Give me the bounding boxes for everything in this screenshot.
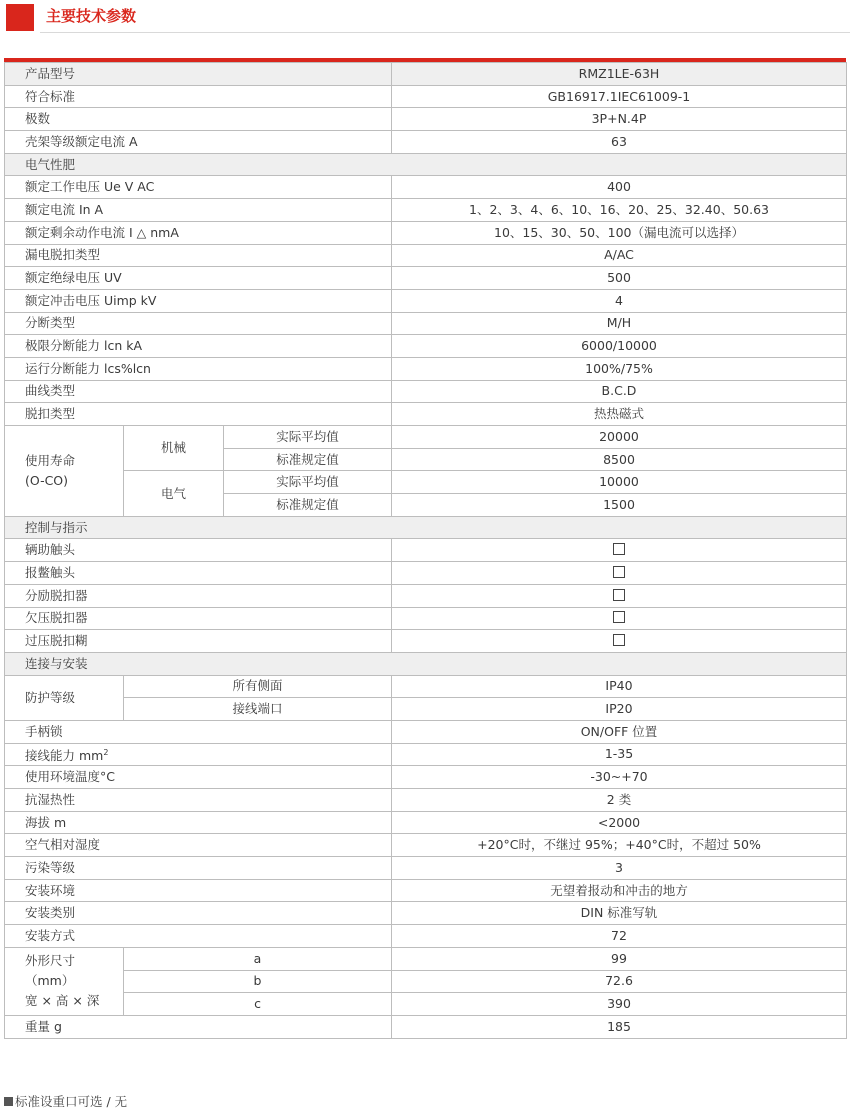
table-row	[5, 176, 847, 199]
table-row	[5, 902, 847, 925]
section-row	[5, 153, 847, 176]
section-label: 控制与指示	[5, 516, 847, 539]
row-value: 99	[392, 947, 847, 970]
table-row	[5, 1015, 847, 1038]
section-label: 连接与安装	[5, 652, 847, 675]
table-row	[5, 562, 847, 585]
section-row	[5, 516, 847, 539]
row-value: 热热磁式	[392, 403, 847, 426]
table-row	[5, 471, 847, 494]
row-label: 漏电脱扣类型	[5, 244, 392, 267]
row-value: 72	[392, 925, 847, 948]
table-row	[5, 879, 847, 902]
row-value: 6000/10000	[392, 335, 847, 358]
section-row	[5, 652, 847, 675]
row-label: 安装方式	[5, 925, 392, 948]
row-value: 20000	[392, 426, 847, 449]
row-label: 污染等级	[5, 857, 392, 880]
table-row	[5, 720, 847, 743]
row-value: 500	[392, 267, 847, 290]
checkbox-icon	[613, 634, 625, 646]
protection-sub-label: 接线端口	[124, 698, 392, 721]
row-value: 63	[392, 131, 847, 154]
dimensions-label	[5, 947, 124, 1015]
life-label-line1: 使用寿命	[25, 452, 76, 468]
row-value: 3	[392, 857, 847, 880]
dimension-sub-label: c	[124, 993, 392, 1016]
row-value: 8500	[392, 448, 847, 471]
table-row	[5, 857, 847, 880]
row-value	[392, 584, 847, 607]
checkbox-icon	[613, 543, 625, 555]
row-value: B.C.D	[392, 380, 847, 403]
row-label: 符合标准	[5, 85, 392, 108]
row-label: 运行分断能力 lcs%lcn	[5, 357, 392, 380]
protection-label: 防护等级	[5, 675, 124, 720]
table-row	[5, 108, 847, 131]
row-value: 3P+N.4P	[392, 108, 847, 131]
row-value	[392, 539, 847, 562]
row-value: M/H	[392, 312, 847, 335]
row-value: 185	[392, 1015, 847, 1038]
dimensions-label-line1: 外形尺寸	[25, 953, 76, 969]
row-value: 390	[392, 993, 847, 1016]
life-sub-label: 标准规定值	[224, 494, 392, 517]
row-value: IP20	[392, 698, 847, 721]
row-value	[392, 607, 847, 630]
header-divider	[40, 32, 850, 33]
checkbox-icon	[613, 566, 625, 578]
table-row	[5, 743, 847, 766]
protection-sub-label: 所有侧面	[124, 675, 392, 698]
row-value	[392, 562, 847, 585]
row-label: 空气相对湿度	[5, 834, 392, 857]
dimensions-label-line3: 宽 × 高 × 深	[25, 993, 100, 1009]
life-sub-label: 标准规定值	[224, 448, 392, 471]
row-label: 安装类别	[5, 902, 392, 925]
table-row	[5, 834, 847, 857]
row-value: 2 类	[392, 789, 847, 812]
wiring-label: 接线能力 mm	[25, 747, 104, 763]
table-row	[5, 426, 847, 449]
spec-table	[4, 62, 847, 1039]
table-row	[5, 607, 847, 630]
table-row	[5, 289, 847, 312]
section-label: 电气性肥	[5, 153, 847, 176]
section-title: 主要技术参数	[46, 7, 137, 25]
header-red-mark	[6, 4, 34, 31]
row-label: 产品型号	[5, 63, 392, 86]
row-label: 额定冲击电压 Uimp kV	[5, 289, 392, 312]
life-sub-label: 实际平均值	[224, 426, 392, 449]
row-label: 曲线类型	[5, 380, 392, 403]
table-row	[5, 357, 847, 380]
life-electrical-label: 电气	[124, 471, 224, 516]
row-label: 海拔 m	[5, 811, 392, 834]
dimension-sub-label: a	[124, 947, 392, 970]
row-value	[392, 630, 847, 653]
row-value: 10000	[392, 471, 847, 494]
table-row	[5, 63, 847, 86]
row-label: 额定电流 In A	[5, 199, 392, 222]
table-row	[5, 199, 847, 222]
table-row	[5, 947, 847, 970]
row-value: -30~+70	[392, 766, 847, 789]
row-value: RMZ1LE-63H	[392, 63, 847, 86]
row-value: +20°C时，不继过 95%；+40°C时，不超过 50%	[392, 834, 847, 857]
table-row	[5, 630, 847, 653]
table-row	[5, 766, 847, 789]
table-row	[5, 675, 847, 698]
row-value: 1-35	[392, 743, 847, 766]
dimensions-label-line2: （mm）	[25, 973, 75, 989]
table-row	[5, 380, 847, 403]
row-label: 辆助触头	[5, 539, 392, 562]
row-label: 极限分断能力 lcn kA	[5, 335, 392, 358]
table-row	[5, 993, 847, 1016]
row-value: IP40	[392, 675, 847, 698]
row-value: ON/OFF 位置	[392, 720, 847, 743]
row-value: 无望着报动和冲击的地方	[392, 879, 847, 902]
table-row	[5, 539, 847, 562]
table-row	[5, 584, 847, 607]
table-row	[5, 811, 847, 834]
table-row	[5, 789, 847, 812]
row-label: 使用环境温度°C	[5, 766, 392, 789]
row-value: 1、2、3、4、6、10、16、20、25、32.40、50.63	[392, 199, 847, 222]
row-label: 手柄锁	[5, 720, 392, 743]
row-value: A/AC	[392, 244, 847, 267]
row-value: 10、15、30、50、100（漏电流可以选择）	[392, 221, 847, 244]
row-value: <2000	[392, 811, 847, 834]
row-label: 额定工作电压 Ue V AC	[5, 176, 392, 199]
row-label: 额定剩余动作电流 I △ nmA	[5, 221, 392, 244]
footnote	[4, 1092, 127, 1110]
row-value: DIN 标准写轨	[392, 902, 847, 925]
table-row	[5, 131, 847, 154]
row-label: 分励脱扣器	[5, 584, 392, 607]
dimension-sub-label: b	[124, 970, 392, 993]
row-label: 报鳖触头	[5, 562, 392, 585]
row-value: 72.6	[392, 970, 847, 993]
table-row	[5, 85, 847, 108]
table-row	[5, 312, 847, 335]
life-mechanical-label: 机械	[124, 426, 224, 471]
row-label: 重量 g	[5, 1015, 392, 1038]
row-label: 极数	[5, 108, 392, 131]
row-label: 过压脱扣糊	[5, 630, 392, 653]
superscript: 2	[103, 747, 109, 757]
table-row	[5, 221, 847, 244]
row-label: 欠压脱扣器	[5, 607, 392, 630]
row-label: 额定绝绿电压 UV	[5, 267, 392, 290]
row-label: 脱扣类型	[5, 403, 392, 426]
row-value: 4	[392, 289, 847, 312]
square-icon	[4, 1097, 13, 1106]
section-header	[0, 0, 850, 40]
row-label	[5, 743, 392, 766]
table-row	[5, 335, 847, 358]
row-value: 400	[392, 176, 847, 199]
row-value: 1500	[392, 494, 847, 517]
table-row	[5, 244, 847, 267]
footnote-text: 标准设重口可选 / 无	[15, 1094, 128, 1109]
row-value: 100%/75%	[392, 357, 847, 380]
life-label	[5, 426, 124, 517]
row-label: 抗湿热性	[5, 789, 392, 812]
life-sub-label: 实际平均值	[224, 471, 392, 494]
table-row	[5, 698, 847, 721]
row-label: 分断类型	[5, 312, 392, 335]
checkbox-icon	[613, 589, 625, 601]
table-row	[5, 267, 847, 290]
row-label: 安装环境	[5, 879, 392, 902]
table-row	[5, 403, 847, 426]
row-label: 壳架等级额定电流 A	[5, 131, 392, 154]
table-row	[5, 925, 847, 948]
life-label-line2: (O-CO)	[25, 472, 69, 488]
checkbox-icon	[613, 611, 625, 623]
row-value: GB16917.1IEC61009-1	[392, 85, 847, 108]
table-row	[5, 970, 847, 993]
